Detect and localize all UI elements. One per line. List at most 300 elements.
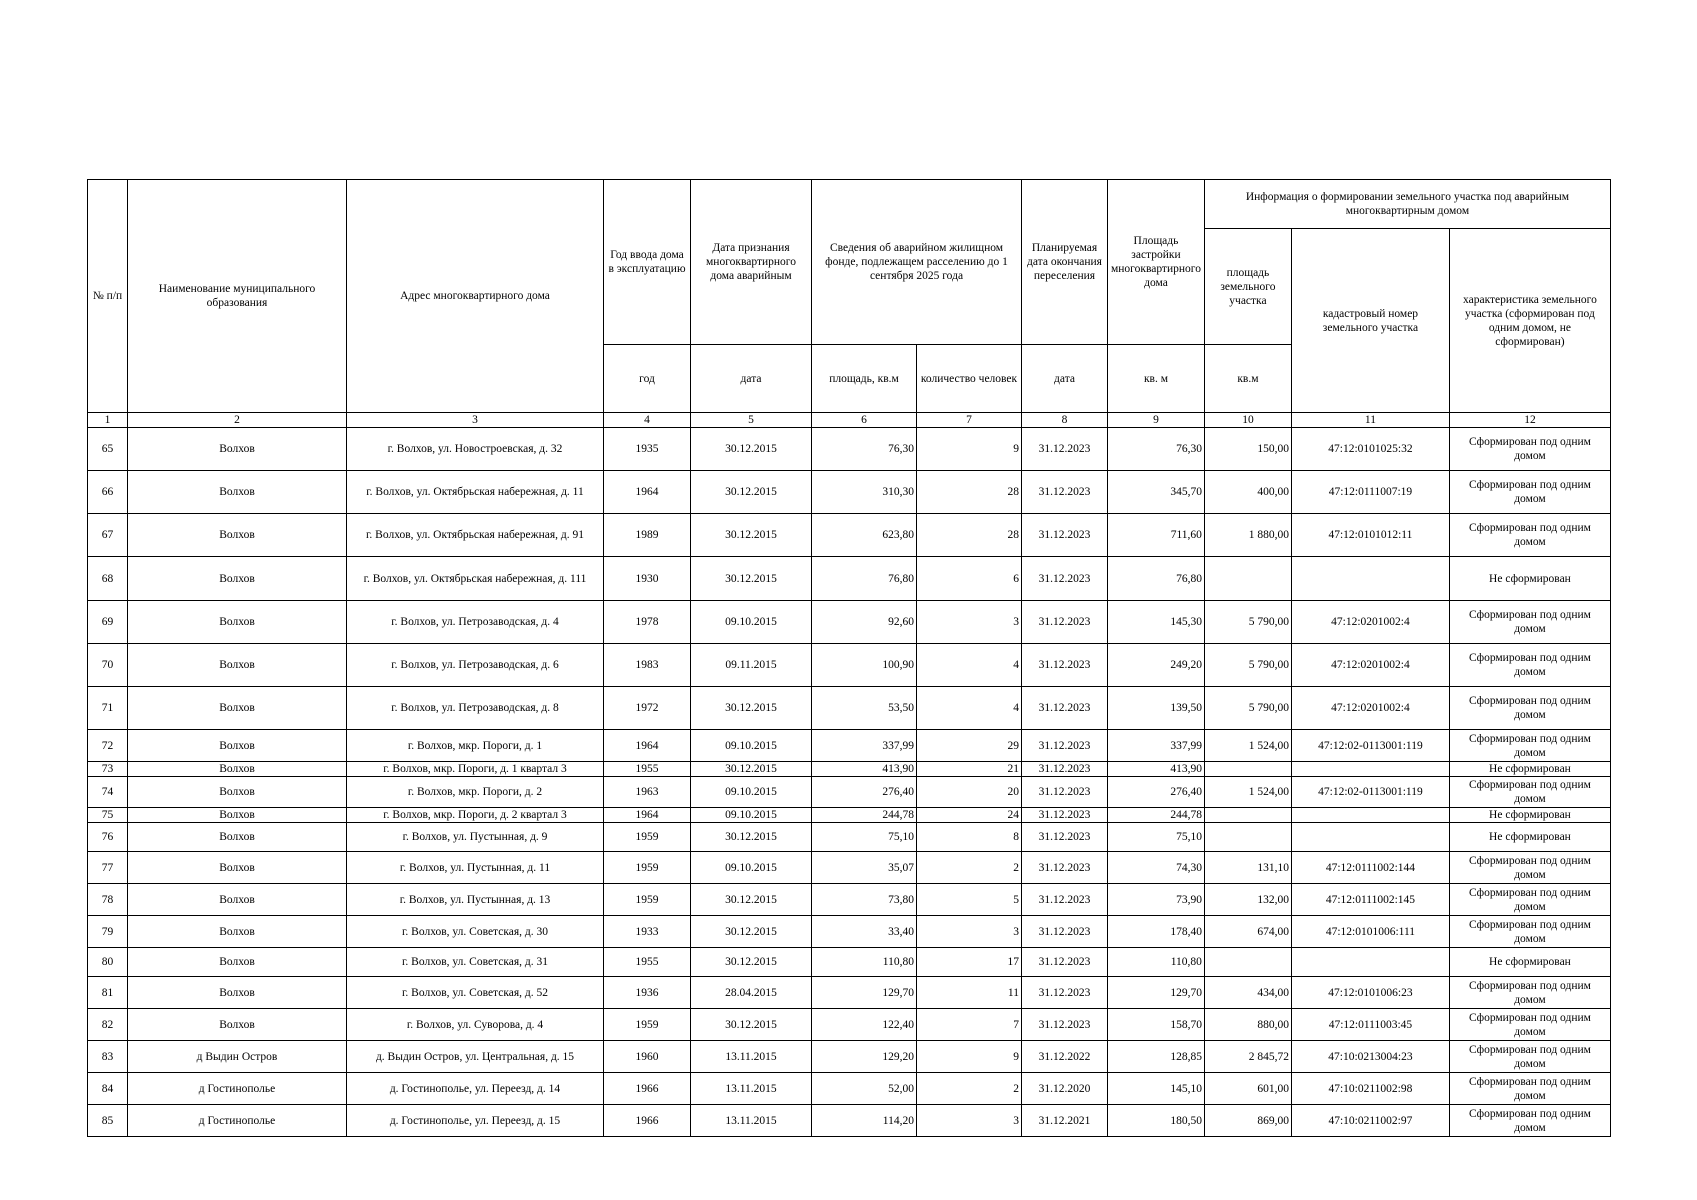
area-cell: 337,99 [812, 730, 917, 762]
building-area-cell: 158,70 [1108, 1009, 1205, 1041]
column-number: 9 [1108, 413, 1205, 428]
planned-date-cell: 31.12.2023 [1022, 916, 1108, 948]
table-row [88, 852, 1611, 884]
building-area-cell: 711,60 [1108, 514, 1205, 557]
row-number: 71 [88, 687, 128, 730]
recognition-date-cell: 30.12.2015 [691, 428, 812, 471]
cadastral-number-cell: 47:12:0101012:11 [1291, 514, 1449, 557]
table-row [88, 428, 1611, 471]
address-cell: г. Волхов, ул. Петрозаводская, д. 4 [347, 601, 604, 644]
recognition-date-cell: 13.11.2015 [691, 1073, 812, 1105]
address-cell: г. Волхов, ул. Советская, д. 31 [347, 948, 604, 977]
year-cell: 1959 [604, 852, 691, 884]
table-row [88, 777, 1611, 808]
people-cell: 3 [917, 601, 1022, 644]
year-cell: 1935 [604, 428, 691, 471]
address-cell: г. Волхов, ул. Суворова, д. 4 [347, 1009, 604, 1041]
building-area-cell: 337,99 [1108, 730, 1205, 762]
year-cell: 1959 [604, 823, 691, 852]
unit-land-sq-m: кв.м [1204, 345, 1291, 413]
year-cell: 1966 [604, 1105, 691, 1137]
table-row [88, 1105, 1611, 1137]
area-cell: 122,40 [812, 1009, 917, 1041]
row-number: 83 [88, 1041, 128, 1073]
header-land-characteristic: характеристика земельного участка (сформирован под одним домом, не сформирован) [1449, 229, 1610, 413]
year-cell: 1933 [604, 916, 691, 948]
table-row [88, 601, 1611, 644]
municipality-cell: Волхов [128, 687, 347, 730]
planned-date-cell: 31.12.2023 [1022, 601, 1108, 644]
table-row [88, 948, 1611, 977]
land-area-cell: 434,00 [1204, 977, 1291, 1009]
address-cell: г. Волхов, ул. Октябрьская набережная, д. 11 [347, 471, 604, 514]
municipality-cell: Волхов [128, 644, 347, 687]
area-cell: 276,40 [812, 777, 917, 808]
year-cell: 1964 [604, 471, 691, 514]
row-number: 77 [88, 852, 128, 884]
land-area-cell: 150,00 [1204, 428, 1291, 471]
land-area-cell [1204, 823, 1291, 852]
planned-date-cell: 31.12.2023 [1022, 428, 1108, 471]
address-cell: г. Волхов, ул. Пустынная, д. 13 [347, 884, 604, 916]
planned-date-cell: 31.12.2023 [1022, 471, 1108, 514]
planned-date-cell: 31.12.2023 [1022, 884, 1108, 916]
land-area-cell: 674,00 [1204, 916, 1291, 948]
area-cell: 244,78 [812, 808, 917, 823]
area-cell: 92,60 [812, 601, 917, 644]
row-number: 80 [88, 948, 128, 977]
people-cell: 8 [917, 823, 1022, 852]
year-cell: 1936 [604, 977, 691, 1009]
people-cell: 4 [917, 687, 1022, 730]
table-row [88, 1073, 1611, 1105]
year-cell: 1963 [604, 777, 691, 808]
planned-date-cell: 31.12.2023 [1022, 948, 1108, 977]
municipality-cell: д Гостинополье [128, 1073, 347, 1105]
recognition-date-cell: 30.12.2015 [691, 557, 812, 601]
address-cell: г. Волхов, мкр. Пороги, д. 2 квартал 3 [347, 808, 604, 823]
row-number: 66 [88, 471, 128, 514]
recognition-date-cell: 09.10.2015 [691, 777, 812, 808]
building-area-cell: 145,30 [1108, 601, 1205, 644]
header-year-built: Год ввода дома в эксплуатацию [604, 180, 691, 345]
land-status-cell: Сформирован под одним домом [1449, 514, 1610, 557]
land-area-cell: 5 790,00 [1204, 601, 1291, 644]
row-number: 78 [88, 884, 128, 916]
land-area-cell: 880,00 [1204, 1009, 1291, 1041]
people-cell: 24 [917, 808, 1022, 823]
land-status-cell: Не сформирован [1449, 948, 1610, 977]
address-cell: г. Волхов, мкр. Пороги, д. 1 [347, 730, 604, 762]
unit-date: дата [691, 345, 812, 413]
people-cell: 29 [917, 730, 1022, 762]
row-number: 68 [88, 557, 128, 601]
recognition-date-cell: 30.12.2015 [691, 687, 812, 730]
planned-date-cell: 31.12.2023 [1022, 777, 1108, 808]
address-cell: г. Волхов, ул. Октябрьская набережная, д. 111 [347, 557, 604, 601]
cadastral-number-cell: 47:10:0211002:97 [1291, 1105, 1449, 1137]
recognition-date-cell: 09.10.2015 [691, 852, 812, 884]
cadastral-number-cell: 47:12:0201002:4 [1291, 687, 1449, 730]
table-row [88, 808, 1611, 823]
municipality-cell: Волхов [128, 1009, 347, 1041]
building-area-cell: 76,30 [1108, 428, 1205, 471]
recognition-date-cell: 09.10.2015 [691, 808, 812, 823]
building-area-cell: 129,70 [1108, 977, 1205, 1009]
emergency-housing-table [87, 179, 1611, 1137]
header-municipality: Наименование муниципального образования [128, 180, 347, 413]
cadastral-number-cell [1291, 948, 1449, 977]
planned-date-cell: 31.12.2023 [1022, 852, 1108, 884]
row-number: 67 [88, 514, 128, 557]
header-number: № п/п [88, 180, 128, 413]
cadastral-number-cell: 47:12:02-0113001:119 [1291, 730, 1449, 762]
municipality-cell: Волхов [128, 977, 347, 1009]
year-cell: 1978 [604, 601, 691, 644]
year-cell: 1964 [604, 808, 691, 823]
people-cell: 2 [917, 852, 1022, 884]
address-cell: г. Волхов, ул. Пустынная, д. 9 [347, 823, 604, 852]
municipality-cell: Волхов [128, 852, 347, 884]
building-area-cell: 244,78 [1108, 808, 1205, 823]
area-cell: 413,90 [812, 762, 917, 777]
address-cell: г. Волхов, ул. Советская, д. 52 [347, 977, 604, 1009]
people-cell: 11 [917, 977, 1022, 1009]
building-area-cell: 73,90 [1108, 884, 1205, 916]
row-number: 81 [88, 977, 128, 1009]
row-number: 65 [88, 428, 128, 471]
row-number: 73 [88, 762, 128, 777]
header-land-info: Информация о формировании земельного участка под аварийным многоквартирным домом [1204, 180, 1610, 229]
land-status-cell: Сформирован под одним домом [1449, 852, 1610, 884]
building-area-cell: 345,70 [1108, 471, 1205, 514]
building-area-cell: 74,30 [1108, 852, 1205, 884]
address-cell: г. Волхов, ул. Петрозаводская, д. 6 [347, 644, 604, 687]
municipality-cell: Волхов [128, 916, 347, 948]
municipality-cell: Волхов [128, 823, 347, 852]
planned-date-cell: 31.12.2021 [1022, 1105, 1108, 1137]
table-row [88, 762, 1611, 777]
address-cell: г. Волхов, мкр. Пороги, д. 2 [347, 777, 604, 808]
address-cell: г. Волхов, ул. Петрозаводская, д. 8 [347, 687, 604, 730]
recognition-date-cell: 28.04.2015 [691, 977, 812, 1009]
municipality-cell: Волхов [128, 471, 347, 514]
address-cell: г. Волхов, ул. Новостроевская, д. 32 [347, 428, 604, 471]
table-header [88, 180, 1611, 428]
table-row [88, 644, 1611, 687]
cadastral-number-cell [1291, 823, 1449, 852]
column-number: 6 [812, 413, 917, 428]
land-status-cell: Сформирован под одним домом [1449, 1009, 1610, 1041]
municipality-cell: Волхов [128, 557, 347, 601]
land-area-cell [1204, 948, 1291, 977]
people-cell: 20 [917, 777, 1022, 808]
unit-year: год [604, 345, 691, 413]
land-status-cell: Сформирован под одним домом [1449, 916, 1610, 948]
people-cell: 6 [917, 557, 1022, 601]
building-area-cell: 76,80 [1108, 557, 1205, 601]
recognition-date-cell: 30.12.2015 [691, 948, 812, 977]
area-cell: 76,30 [812, 428, 917, 471]
table-row [88, 977, 1611, 1009]
building-area-cell: 276,40 [1108, 777, 1205, 808]
address-cell: г. Волхов, ул. Советская, д. 30 [347, 916, 604, 948]
column-number: 1 [88, 413, 128, 428]
unit-sq-m: кв. м [1108, 345, 1205, 413]
column-number: 12 [1449, 413, 1610, 428]
column-number: 7 [917, 413, 1022, 428]
year-cell: 1964 [604, 730, 691, 762]
table-row [88, 471, 1611, 514]
building-area-cell: 180,50 [1108, 1105, 1205, 1137]
unit-plan-date: дата [1022, 345, 1108, 413]
land-area-cell: 1 524,00 [1204, 777, 1291, 808]
address-cell: г. Волхов, мкр. Пороги, д. 1 квартал 3 [347, 762, 604, 777]
cadastral-number-cell: 47:12:0111002:144 [1291, 852, 1449, 884]
building-area-cell: 128,85 [1108, 1041, 1205, 1073]
recognition-date-cell: 30.12.2015 [691, 1009, 812, 1041]
municipality-cell: Волхов [128, 884, 347, 916]
people-cell: 9 [917, 428, 1022, 471]
row-number: 79 [88, 916, 128, 948]
area-cell: 129,20 [812, 1041, 917, 1073]
planned-date-cell: 31.12.2023 [1022, 557, 1108, 601]
table-row [88, 1009, 1611, 1041]
row-number: 70 [88, 644, 128, 687]
cadastral-number-cell: 47:12:0111003:45 [1291, 1009, 1449, 1041]
recognition-date-cell: 30.12.2015 [691, 916, 812, 948]
area-cell: 114,20 [812, 1105, 917, 1137]
land-area-cell: 131,10 [1204, 852, 1291, 884]
table-row [88, 557, 1611, 601]
planned-date-cell: 31.12.2023 [1022, 687, 1108, 730]
year-cell: 1960 [604, 1041, 691, 1073]
people-cell: 28 [917, 471, 1022, 514]
land-status-cell: Сформирован под одним домом [1449, 884, 1610, 916]
cadastral-number-cell: 47:12:02-0113001:119 [1291, 777, 1449, 808]
recognition-date-cell: 30.12.2015 [691, 471, 812, 514]
land-area-cell: 601,00 [1204, 1073, 1291, 1105]
land-area-cell: 1 880,00 [1204, 514, 1291, 557]
column-number: 2 [128, 413, 347, 428]
address-cell: д. Гостинополье, ул. Переезд, д. 14 [347, 1073, 604, 1105]
recognition-date-cell: 13.11.2015 [691, 1105, 812, 1137]
column-number: 10 [1204, 413, 1291, 428]
planned-date-cell: 31.12.2023 [1022, 823, 1108, 852]
land-status-cell: Сформирован под одним домом [1449, 1073, 1610, 1105]
people-cell: 17 [917, 948, 1022, 977]
recognition-date-cell: 09.10.2015 [691, 730, 812, 762]
land-area-cell [1204, 557, 1291, 601]
area-cell: 110,80 [812, 948, 917, 977]
cadastral-number-cell: 47:12:0201002:4 [1291, 601, 1449, 644]
municipality-cell: д Выдин Остров [128, 1041, 347, 1073]
people-cell: 2 [917, 1073, 1022, 1105]
land-status-cell: Не сформирован [1449, 557, 1610, 601]
cadastral-number-cell: 47:12:0101006:111 [1291, 916, 1449, 948]
land-status-cell: Не сформирован [1449, 762, 1610, 777]
row-number: 76 [88, 823, 128, 852]
land-area-cell: 5 790,00 [1204, 687, 1291, 730]
unit-area: площадь, кв.м [812, 345, 917, 413]
municipality-cell: Волхов [128, 601, 347, 644]
column-numbers-row [88, 413, 1611, 428]
cadastral-number-cell: 47:12:0111002:145 [1291, 884, 1449, 916]
area-cell: 75,10 [812, 823, 917, 852]
building-area-cell: 110,80 [1108, 948, 1205, 977]
planned-date-cell: 31.12.2023 [1022, 762, 1108, 777]
municipality-cell: Волхов [128, 428, 347, 471]
building-area-cell: 145,10 [1108, 1073, 1205, 1105]
cadastral-number-cell [1291, 762, 1449, 777]
people-cell: 4 [917, 644, 1022, 687]
column-number: 4 [604, 413, 691, 428]
unit-people: количество человек [917, 345, 1022, 413]
row-number: 82 [88, 1009, 128, 1041]
land-area-cell [1204, 762, 1291, 777]
year-cell: 1983 [604, 644, 691, 687]
address-cell: г. Волхов, ул. Октябрьская набережная, д. 91 [347, 514, 604, 557]
municipality-cell: Волхов [128, 808, 347, 823]
land-area-cell [1204, 808, 1291, 823]
table-row [88, 916, 1611, 948]
area-cell: 100,90 [812, 644, 917, 687]
year-cell: 1930 [604, 557, 691, 601]
land-status-cell: Сформирован под одним домом [1449, 644, 1610, 687]
year-cell: 1959 [604, 1009, 691, 1041]
land-area-cell: 132,00 [1204, 884, 1291, 916]
year-cell: 1959 [604, 884, 691, 916]
area-cell: 623,80 [812, 514, 917, 557]
land-area-cell: 400,00 [1204, 471, 1291, 514]
people-cell: 9 [917, 1041, 1022, 1073]
planned-date-cell: 31.12.2023 [1022, 977, 1108, 1009]
header-planned-date: Планируемая дата окончания переселения [1022, 180, 1108, 345]
recognition-date-cell: 13.11.2015 [691, 1041, 812, 1073]
column-number: 8 [1022, 413, 1108, 428]
municipality-cell: Волхов [128, 948, 347, 977]
area-cell: 53,50 [812, 687, 917, 730]
table-row [88, 730, 1611, 762]
year-cell: 1955 [604, 762, 691, 777]
header-land-area: площадь земельного участка [1204, 229, 1291, 345]
area-cell: 52,00 [812, 1073, 917, 1105]
cadastral-number-cell: 47:12:0101025:32 [1291, 428, 1449, 471]
planned-date-cell: 31.12.2023 [1022, 730, 1108, 762]
people-cell: 3 [917, 916, 1022, 948]
planned-date-cell: 31.12.2023 [1022, 514, 1108, 557]
people-cell: 21 [917, 762, 1022, 777]
land-status-cell: Не сформирован [1449, 823, 1610, 852]
building-area-cell: 139,50 [1108, 687, 1205, 730]
land-status-cell: Сформирован под одним домом [1449, 428, 1610, 471]
land-status-cell: Не сформирован [1449, 808, 1610, 823]
cadastral-number-cell: 47:10:0213004:23 [1291, 1041, 1449, 1073]
table-row [88, 823, 1611, 852]
area-cell: 33,40 [812, 916, 917, 948]
area-cell: 129,70 [812, 977, 917, 1009]
address-cell: г. Волхов, ул. Пустынная, д. 11 [347, 852, 604, 884]
column-number: 3 [347, 413, 604, 428]
cadastral-number-cell: 47:12:0111007:19 [1291, 471, 1449, 514]
area-cell: 76,80 [812, 557, 917, 601]
people-cell: 5 [917, 884, 1022, 916]
area-cell: 73,80 [812, 884, 917, 916]
recognition-date-cell: 30.12.2015 [691, 884, 812, 916]
cadastral-number-cell [1291, 557, 1449, 601]
municipality-cell: д Гостинополье [128, 1105, 347, 1137]
table-row [88, 687, 1611, 730]
year-cell: 1972 [604, 687, 691, 730]
municipality-cell: Волхов [128, 514, 347, 557]
people-cell: 28 [917, 514, 1022, 557]
table-body [88, 428, 1611, 1137]
municipality-cell: Волхов [128, 762, 347, 777]
header-address: Адрес многоквартирного дома [347, 180, 604, 413]
cadastral-number-cell: 47:12:0101006:23 [1291, 977, 1449, 1009]
row-number: 75 [88, 808, 128, 823]
column-number: 5 [691, 413, 812, 428]
building-area-cell: 413,90 [1108, 762, 1205, 777]
recognition-date-cell: 30.12.2015 [691, 762, 812, 777]
area-cell: 310,30 [812, 471, 917, 514]
recognition-date-cell: 09.10.2015 [691, 601, 812, 644]
address-cell: д. Гостинополье, ул. Переезд, д. 15 [347, 1105, 604, 1137]
table-row [88, 1041, 1611, 1073]
recognition-date-cell: 09.11.2015 [691, 644, 812, 687]
row-number: 72 [88, 730, 128, 762]
header-recognition-date: Дата признания многоквартирного дома аварийным [691, 180, 812, 345]
planned-date-cell: 31.12.2023 [1022, 808, 1108, 823]
building-area-cell: 75,10 [1108, 823, 1205, 852]
land-area-cell: 869,00 [1204, 1105, 1291, 1137]
table-row [88, 884, 1611, 916]
land-status-cell: Сформирован под одним домом [1449, 977, 1610, 1009]
recognition-date-cell: 30.12.2015 [691, 823, 812, 852]
area-cell: 35,07 [812, 852, 917, 884]
cadastral-number-cell [1291, 808, 1449, 823]
column-number: 11 [1291, 413, 1449, 428]
land-status-cell: Сформирован под одним домом [1449, 1105, 1610, 1137]
header-emergency-fund: Сведения об аварийном жилищном фонде, подлежащем расселению до 1 сентября 2025 года [812, 180, 1022, 345]
land-status-cell: Сформирован под одним домом [1449, 730, 1610, 762]
municipality-cell: Волхов [128, 777, 347, 808]
address-cell: д. Выдин Остров, ул. Центральная, д. 15 [347, 1041, 604, 1073]
year-cell: 1966 [604, 1073, 691, 1105]
recognition-date-cell: 30.12.2015 [691, 514, 812, 557]
people-cell: 7 [917, 1009, 1022, 1041]
planned-date-cell: 31.12.2022 [1022, 1041, 1108, 1073]
cadastral-number-cell: 47:10:0211002:98 [1291, 1073, 1449, 1105]
year-cell: 1955 [604, 948, 691, 977]
year-cell: 1989 [604, 514, 691, 557]
building-area-cell: 178,40 [1108, 916, 1205, 948]
cadastral-number-cell: 47:12:0201002:4 [1291, 644, 1449, 687]
planned-date-cell: 31.12.2023 [1022, 1009, 1108, 1041]
table-row [88, 514, 1611, 557]
header-building-area: Площадь застройки многоквартирного дома [1108, 180, 1205, 345]
planned-date-cell: 31.12.2023 [1022, 644, 1108, 687]
building-area-cell: 249,20 [1108, 644, 1205, 687]
land-status-cell: Сформирован под одним домом [1449, 687, 1610, 730]
municipality-cell: Волхов [128, 730, 347, 762]
people-cell: 3 [917, 1105, 1022, 1137]
row-number: 85 [88, 1105, 128, 1137]
planned-date-cell: 31.12.2020 [1022, 1073, 1108, 1105]
land-area-cell: 1 524,00 [1204, 730, 1291, 762]
land-status-cell: Сформирован под одним домом [1449, 1041, 1610, 1073]
header-cadastral-number: кадастровый номер земельного участка [1291, 229, 1449, 413]
